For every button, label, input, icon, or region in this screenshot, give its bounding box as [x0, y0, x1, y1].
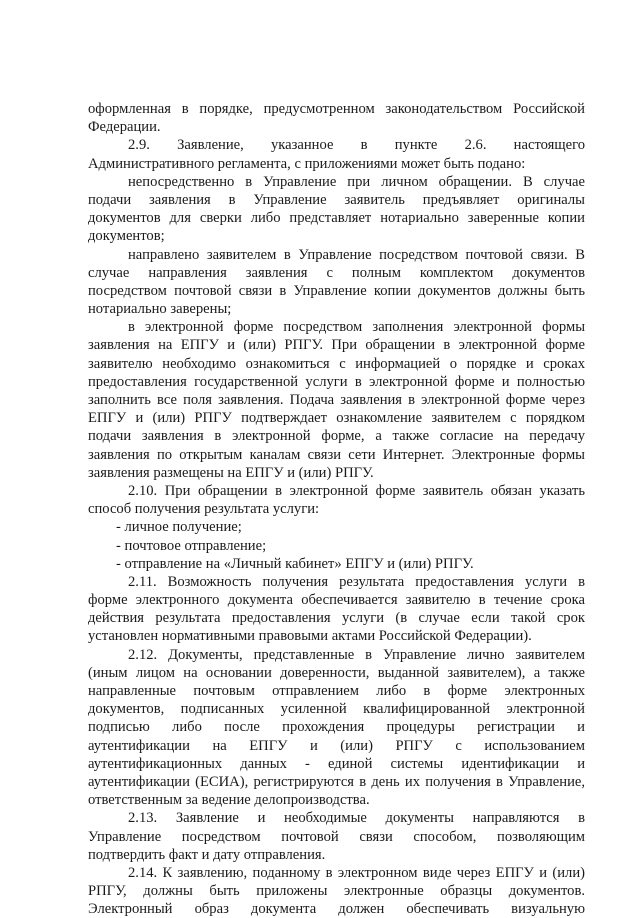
text-line: случае направления заявления с полным комплектом документов: [88, 264, 585, 281]
text-line: - почтовое отправление;: [116, 537, 267, 554]
text-line: заполнить все поля заявления. Подача заявления в электронной форме через: [88, 392, 585, 408]
text-line: 2.12. Документы, представленные в Управление лично заявителем: [128, 646, 585, 663]
text-line: РПГУ, должны быть приложены электронные образцы документов.: [88, 883, 585, 900]
text-line: аутентификации (ЕСИА), регистрируются в день их получения в Управление,: [88, 773, 585, 790]
text-line: заявления на ЕПГУ и (или) РПГУ. При обращении в электронной форме: [88, 337, 585, 354]
text-line: - личное получение;: [116, 519, 242, 536]
text-line: оформленная в порядке, предусмотренном законодательством Российской: [88, 101, 585, 117]
text-line: форме электронного документа обеспечивается заявителю в течение срока: [88, 592, 585, 609]
text-line: действия результата предоставления услуги (в случае если такой срок: [88, 610, 585, 627]
text-line: подписью либо после прохождения процедуры регистрации и: [88, 719, 585, 736]
text-line: нотариально заверены;: [88, 301, 232, 318]
text-line: предоставления государственной услуги в электронной форме и полностью: [88, 373, 585, 390]
text-line: 2.13. Заявление и необходимые документы направляются в: [128, 810, 585, 827]
text-line: направленные почтовым отправлением либо в форме электронных: [88, 683, 585, 699]
text-line: направлено заявителем в Управление посредством почтовой связи. В: [128, 246, 585, 263]
text-line: Управление посредством почтовой связи способом, позволяющим: [88, 828, 585, 845]
text-line: документов, подписанных усиленной квалифицированной электронной: [88, 701, 585, 718]
text-line: документов для сверки либо представляет нотариально заверенные копии: [88, 210, 585, 227]
text-line: способ получения результата услуги:: [88, 501, 320, 518]
text-line: 2.9. Заявление, указанное в пункте 2.6. настоящего: [128, 137, 585, 154]
text-line: 2.14. К заявлению, поданному в электронном виде через ЕПГУ и (или): [128, 864, 585, 881]
text-line: документов;: [88, 228, 165, 245]
text-line: (иным лицом на основании доверенности, выданной заявителем), а также: [88, 664, 585, 681]
text-line: Федерации.: [88, 119, 161, 136]
text-line: подачи заявления в электронной форме, а также согласие на передачу: [88, 428, 585, 445]
text-line: 2.11. Возможность получения результата предоставления услуги в: [128, 573, 585, 590]
text-line: 2.10. При обращении в электронной форме заявитель обязан указать: [128, 482, 585, 499]
text-line: заявителю необходимо ознакомиться с информацией о порядке и сроках: [88, 355, 585, 372]
text-line: непосредственно в Управление при личном обращении. В случае: [128, 173, 585, 190]
text-line: заявления размещены на ЕПГУ и (или) РПГУ.: [88, 464, 374, 481]
text-line: посредством почтовой связи в Управление копии документов должны быть: [88, 282, 585, 299]
text-line: Электронный образ документа должен обеспечивать визуальную: [88, 901, 585, 918]
text-line: - отправление на «Личный кабинет» ЕПГУ и (или) РПГУ.: [116, 555, 474, 572]
text-line: заявления по открытым каналам связи сети Интернет. Электронные формы: [88, 446, 585, 463]
text-line: аутентификации на ЕПГУ и (или) РПГУ с использованием: [88, 737, 585, 754]
document-body: [88, 100, 585, 918]
text-line: аутентификационных данных - единой системы идентификации и: [88, 755, 585, 772]
text-line: Административного регламента, с приложениями может быть подано:: [88, 155, 526, 172]
text-line: подачи заявления в Управление заявитель предъявляет оригиналы: [88, 191, 585, 208]
text-line: установлен нормативными правовыми актами Российской Федерации).: [88, 628, 532, 645]
text-line: подтвердить факт и дату отправления.: [88, 846, 326, 863]
text-line: ответственным за ведение делопроизводства.: [88, 792, 370, 809]
text-line: ЕПГУ и (или) РПГУ подтверждает ознакомление заявителем с порядком: [88, 410, 585, 427]
text-line: в электронной форме посредством заполнения электронной формы: [128, 319, 585, 336]
